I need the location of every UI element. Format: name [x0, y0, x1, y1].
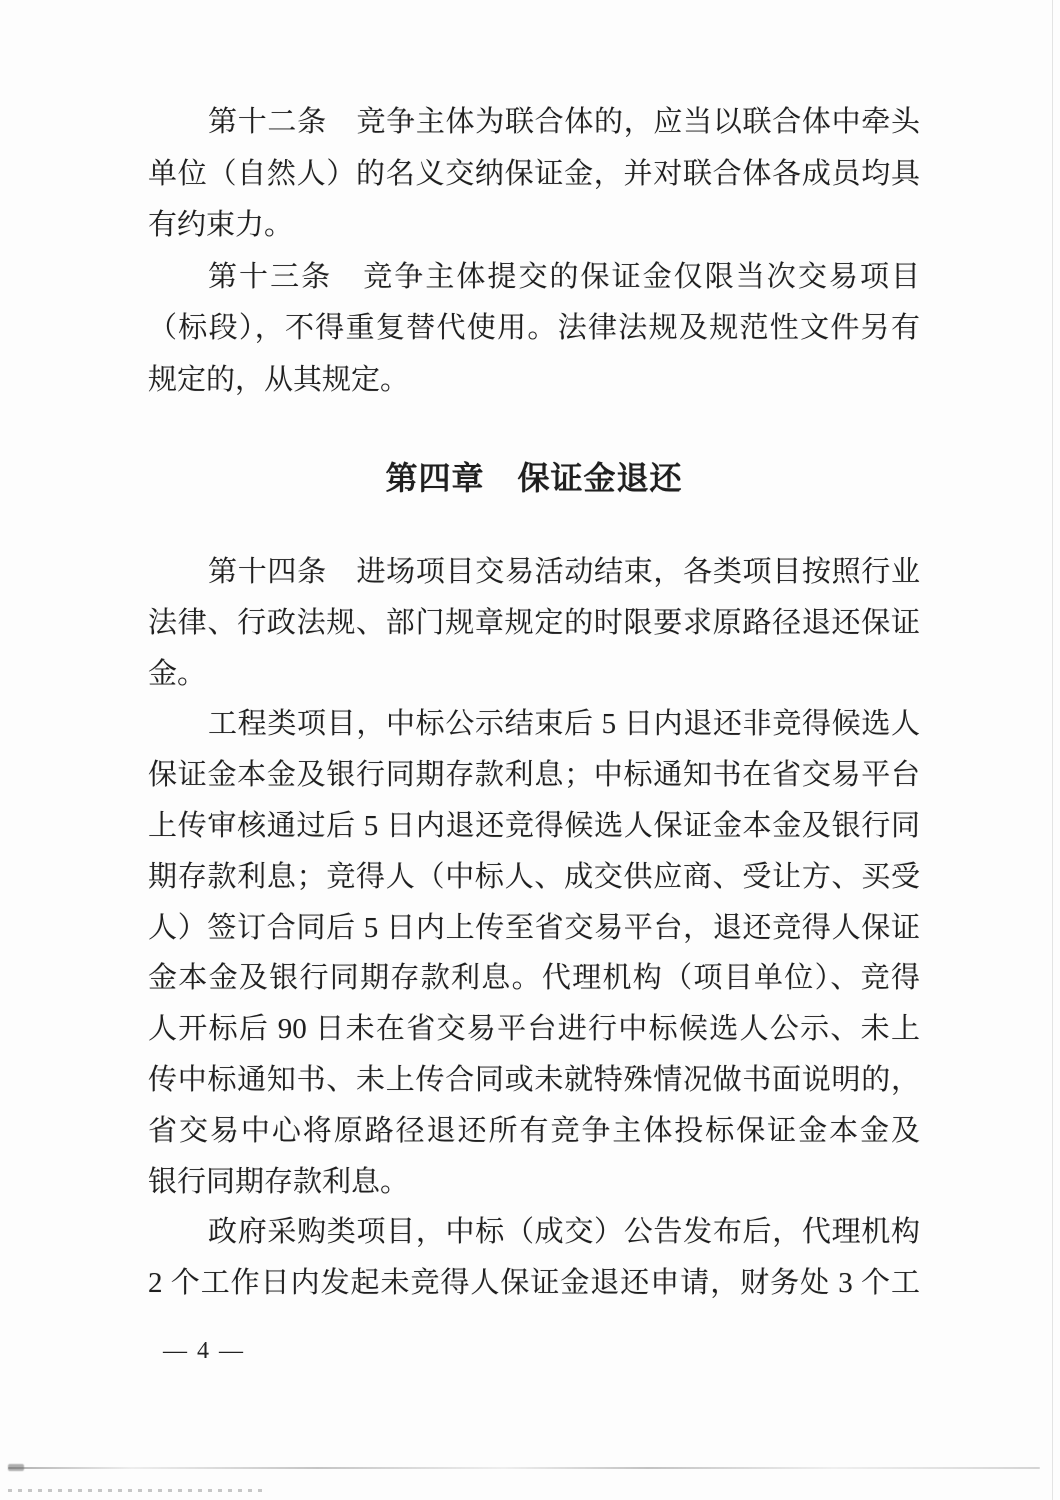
text-line: 省交易中心将原路径退还所有竞争主体投标保证金本金及: [148, 1114, 920, 1147]
text-line: 政府采购类项目，中标（成交）公告发布后，代理机构: [208, 1216, 920, 1249]
text-line: 2 个工作日内发起未竞得人保证金退还申请，财务处 3 个工: [148, 1267, 920, 1300]
text-line: 第十三条 竞争主体提交的保证金仅限当次交易项目: [208, 260, 920, 293]
scan-artifact-bottom-line: [8, 1467, 1040, 1469]
text-line: 法律、行政法规、部门规章规定的时限要求原路径退还保证: [148, 606, 920, 639]
scan-artifact-bottom-knot: [8, 1464, 24, 1471]
text-line: 人开标后 90 日未在省交易平台进行中标候选人公示、未上: [148, 1013, 920, 1046]
text-line: 上传审核通过后 5 日内退还竞得候选人保证金本金及银行同: [148, 809, 920, 842]
page-number: — 4 —: [163, 1338, 245, 1364]
text-line: 有约束力。: [148, 209, 294, 241]
scan-artifact-right-edge: [1052, 0, 1053, 1500]
scan-artifact-dotted-row: [8, 1489, 263, 1492]
text-line: 传中标通知书、未上传合同或未就特殊情况做书面说明的，: [148, 1063, 920, 1096]
document-body: [148, 97, 920, 1309]
text-line: 保证金本金及银行同期存款利息；中标通知书在省交易平台: [148, 759, 920, 792]
text-line: 第十四条 进场项目交易活动结束，各类项目按照行业: [208, 556, 920, 588]
text-line: 单位（自然人）的名义交纳保证金，并对联合体各成员均具: [148, 157, 920, 190]
text-line: （标段），不得重复替代使用。法律法规及规范性文件另有: [148, 312, 920, 344]
text-line: 期存款利息；竞得人（中标人、成交供应商、受让方、买受: [148, 860, 920, 893]
section-article-14: [148, 547, 920, 1309]
text-line: 人）签订合同后 5 日内上传至省交易平台，退还竞得人保证: [148, 911, 920, 944]
text-line: 工程类项目，中标公示结束后 5 日内退还非竞得候选人: [208, 708, 920, 741]
text-line: 金。: [148, 657, 207, 690]
text-line: 金本金及银行同期存款利息。代理机构（项目单位）、竞得: [148, 962, 920, 995]
text-line: 银行同期存款利息。: [148, 1165, 410, 1198]
text-line: 第十二条 竞争主体为联合体的，应当以联合体中牵头: [208, 106, 920, 138]
chapter-heading: 第四章 保证金退还: [385, 460, 683, 496]
text-line: 规定的，从其规定。: [148, 363, 410, 396]
section-articles-12-13: [148, 97, 920, 406]
